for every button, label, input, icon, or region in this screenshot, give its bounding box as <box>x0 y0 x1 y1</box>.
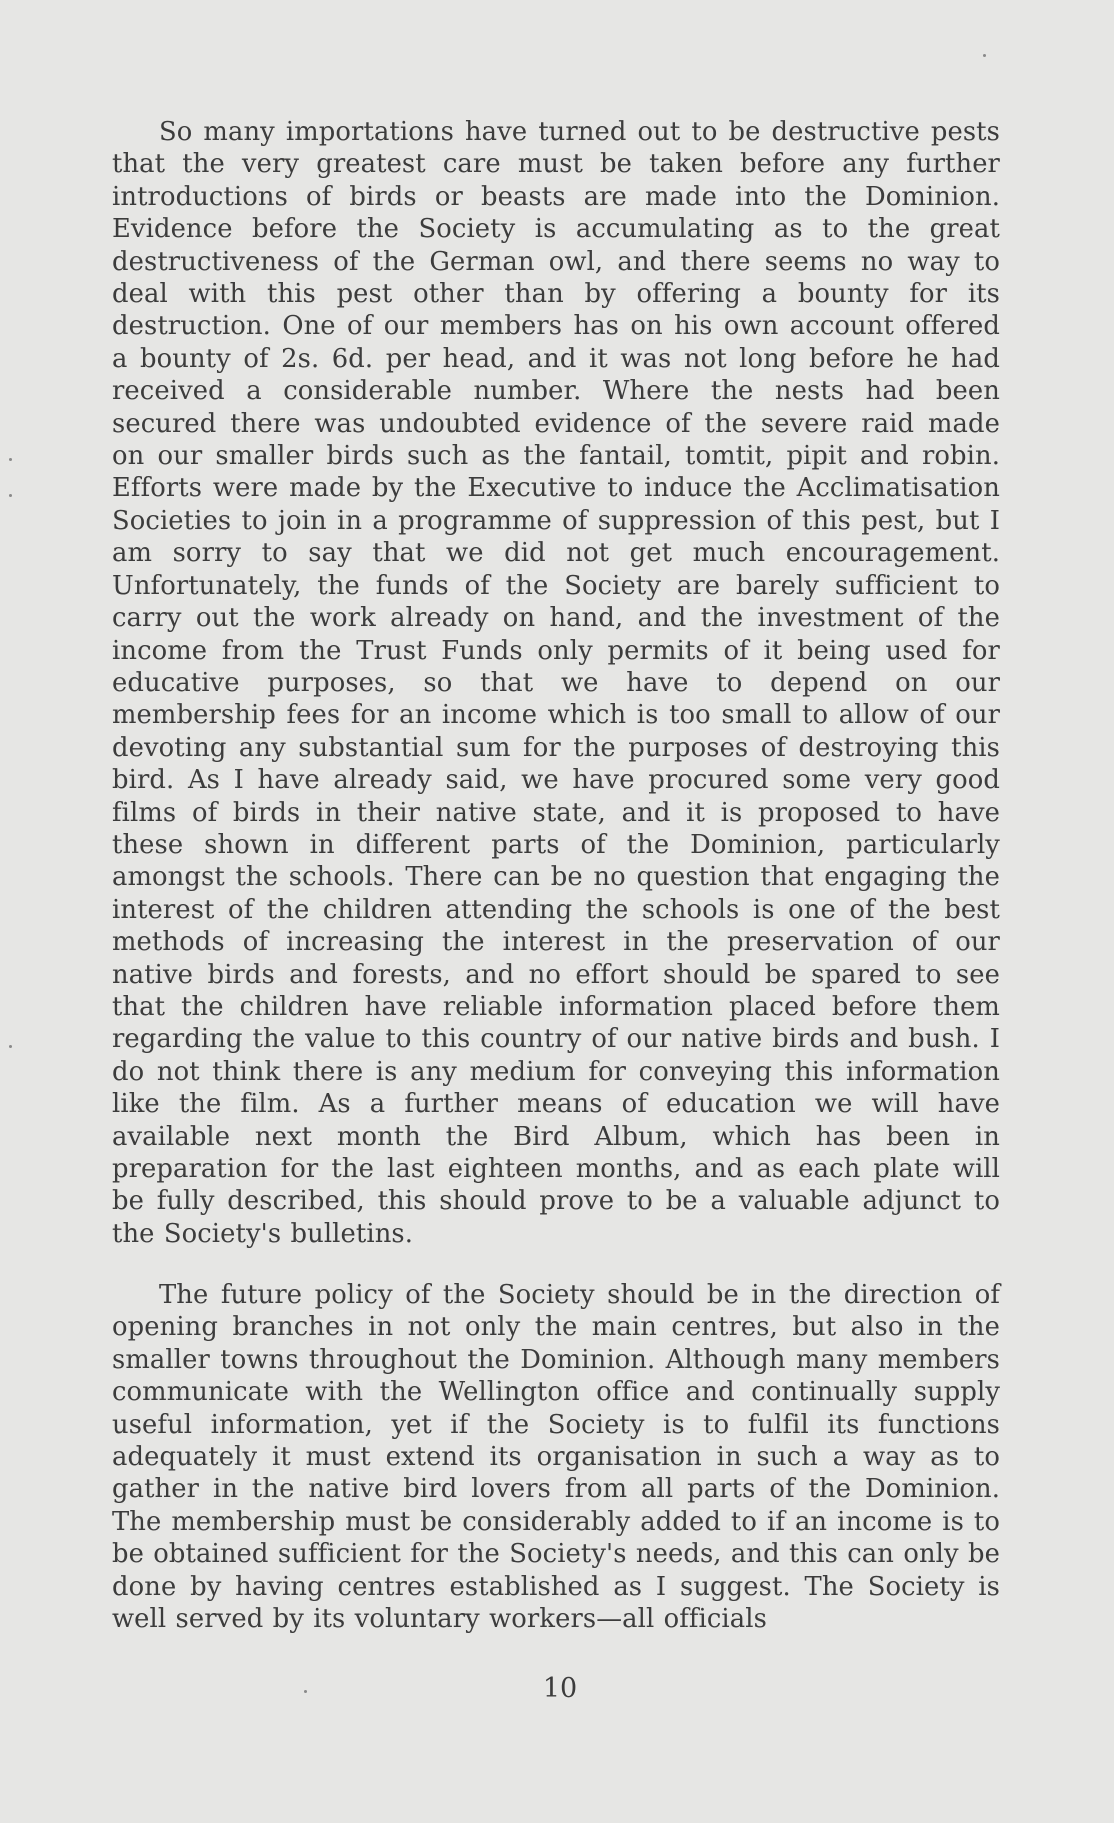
page-number: 10 <box>542 1673 578 1704</box>
body-paragraph: So many importations have turned out to be destructive pests that the very greatest care must be taken before any further introductions of birds or beasts are made into the Dominion. Evidence before the Society is accumulating as to the great destructiveness of the German owl, and there seems no way to deal with this pest other than by offering a bounty for its destruction. One of our members has on his own account offered a bounty of 2s. 6d. per head, and it was not long before he had received a considerable number. Where the nests had been secured there was undoubted evidence of the severe raid made on our smaller birds such as the fantail, tomtit, pipit and robin. Efforts were made by the Executive to induce the Acclimatisation Societies to join in a programme of suppression of this pest, but I am sorry to say that we did not get much encouragement. Unfortunately, the funds of the Society are barely sufficient to carry out the work already on hand, and the investment of the income from the Trust Funds only permits of it being used for educative purposes, so that we have to depend on our membership fees for an income which is too small to allow of our devoting any substantial sum for the purposes of destroying this bird. As I have already said, we have procured some very good films of birds in their native state, and it is proposed to have these shown in different parts of the Dominion, particularly amongst the schools. There can be no question that engaging the interest of the children attending the schools is one of the best methods of increasing the interest in the preservation of our native birds and forests, and no effort should be spared to see that the children have reliable information placed before them regarding the value to this country of our native birds and bush. I do not think there is any medium for conveying this information like the film. As a further means of education we will have available next month the Bird Album, which has been in preparation for the last eighteen months, and as each plate will be fully described, this should prove to be a valuable adjunct to the Society's bulletins. <box>112 117 1000 1249</box>
paper-speck <box>983 54 986 57</box>
paper-speck <box>9 1045 12 1048</box>
paper-speck <box>9 494 12 497</box>
paper-speck <box>9 458 12 461</box>
paper-speck <box>304 1690 307 1693</box>
body-paragraph: The future policy of the Society should be in the direction of opening branches in not only the main centres, but also in the smaller towns throughout the Dominion. Although many members communicate with the Wellington office and continually supply useful information, yet if the Society is to fulfil its functions adequately it must extend its organisation in such a way as to gather in the native bird lovers from all parts of the Dominion. The membership must be considerably added to if an income is to be obtained sufficient for the Society's needs, and this can only be done by having centres established as I suggest. The Society is well served by its voluntary workers—all officials <box>112 1280 1000 1635</box>
